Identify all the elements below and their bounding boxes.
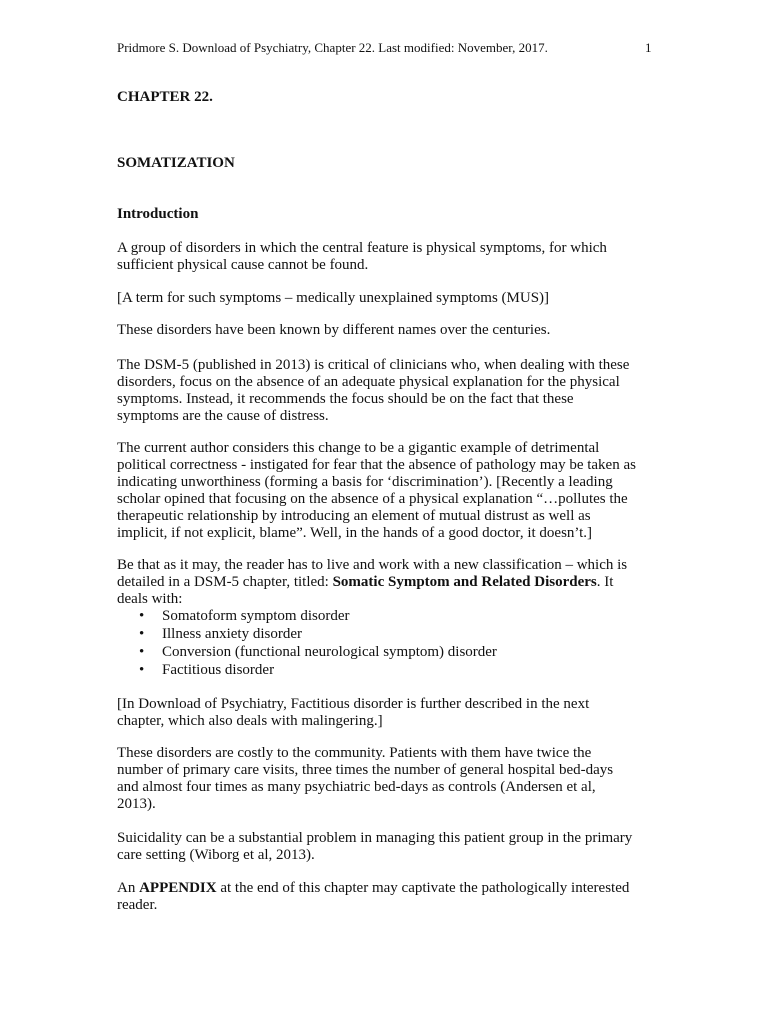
paragraph-author-opinion (117, 440, 662, 542)
text-line: care setting (Wiborg et al, 2013). (117, 847, 315, 863)
text-line: [In Download of Psychiatry, Factitious disorder is further described in the next (117, 696, 590, 712)
bullet-icon: • (139, 662, 145, 678)
text-line: Suicidality can be a substantial problem in managing this patient group in the primary (117, 830, 633, 846)
text-line: The current author considers this change to be a gigantic example of detrimental (117, 440, 600, 456)
text-line (117, 574, 662, 591)
section-heading-introduction: Introduction (117, 206, 199, 222)
bullet-icon: • (139, 626, 145, 642)
page-number: 1 (645, 40, 652, 55)
text-run: . It (596, 574, 614, 590)
text-line: disorders, focus on the absence of an adequate physical explanation for the physical (117, 374, 620, 390)
paragraph-classification (117, 557, 662, 608)
chapter-heading: CHAPTER 22. (117, 89, 213, 105)
text-line: Be that as it may, the reader has to live and work with a new classification – which is (117, 557, 628, 573)
text-line: and almost four times as many psychiatric bed-days as controls (Andersen et al, (117, 779, 596, 795)
running-header: Pridmore S. Download of Psychiatry, Chapter 22. Last modified: November, 2017. (117, 40, 548, 55)
list-item (117, 662, 497, 680)
paragraph-definition (117, 240, 662, 274)
chapter-title: SOMATIZATION (117, 155, 235, 171)
disorder-list (117, 608, 497, 680)
paragraph-appendix (117, 880, 662, 914)
text-line: These disorders have been known by different names over the centuries. (117, 322, 551, 338)
appendix-reference: APPENDIX (139, 880, 217, 896)
list-item (117, 644, 497, 662)
list-item (117, 626, 497, 644)
text-line: deals with: (117, 591, 183, 607)
bullet-icon: • (139, 644, 145, 660)
paragraph-costs (117, 745, 662, 813)
text-line: sufficient physical cause cannot be found. (117, 257, 369, 273)
text-line: reader. (117, 897, 158, 913)
text-line: chapter, which also deals with malingering.] (117, 713, 383, 729)
text-line: political correctness - instigated for fear that the absence of pathology may be taken as (117, 457, 636, 473)
list-item-label: Factitious disorder (162, 662, 275, 678)
text-line: These disorders are costly to the community. Patients with them have twice the (117, 745, 592, 761)
text-line: The DSM-5 (published in 2013) is critical of clinicians who, when dealing with these (117, 357, 630, 373)
text-line: indicating unworthiness (forming a basis for ‘discrimination’). [Recently a leading (117, 474, 613, 490)
text-line: scholar opined that focusing on the absence of a physical explanation “…pollutes the (117, 491, 628, 507)
dsm5-chapter-title: Somatic Symptom and Related Disorders (332, 574, 597, 590)
text-line: [A term for such symptoms – medically unexplained symptoms (MUS)] (117, 290, 550, 306)
paragraph-dsm5 (117, 357, 662, 425)
text-line (117, 880, 662, 897)
list-item-label: Somatoform symptom disorder (162, 608, 350, 624)
text-line: implicit, if not explicit, blame”. Well, in the hands of a good doctor, it doesn’t.] (117, 525, 593, 541)
list-item (117, 608, 497, 626)
text-line: A group of disorders in which the central feature is physical symptoms, for which (117, 240, 607, 256)
text-line: number of primary care visits, three times the number of general hospital bed-days (117, 762, 614, 778)
paragraph-history (117, 322, 662, 339)
text-run: detailed in a DSM-5 chapter, titled: (117, 574, 333, 590)
text-line: 2013). (117, 796, 156, 812)
list-item-label: Illness anxiety disorder (162, 626, 302, 642)
list-item-label: Conversion (functional neurological symptom) disorder (162, 644, 497, 660)
text-run: at the end of this chapter may captivate the pathologically interested (216, 880, 630, 896)
text-run: An (117, 880, 140, 896)
paragraph-mus-term (117, 290, 662, 307)
paragraph-suicidality (117, 830, 662, 864)
paragraph-factitious-note (117, 696, 662, 730)
text-line: symptoms are the cause of distress. (117, 408, 329, 424)
text-line: therapeutic relationship by introducing an element of mutual distrust as well as (117, 508, 591, 524)
bullet-icon: • (139, 608, 145, 624)
text-line: symptoms. Instead, it recommends the focus should be on the fact that these (117, 391, 574, 407)
